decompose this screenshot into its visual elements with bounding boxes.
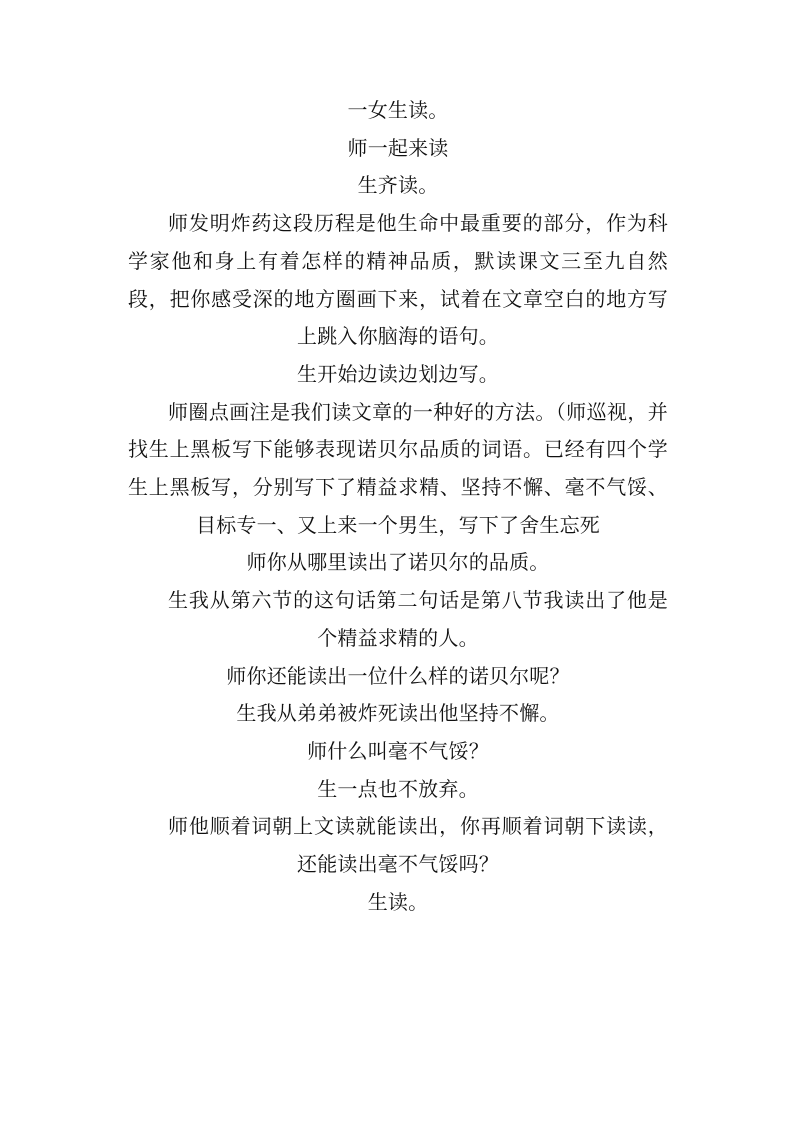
paragraph: 一女生读。 (347, 98, 449, 122)
paragraph: 生一点也不放弃。 (317, 776, 479, 801)
paragraph: 师他顺着词朝上文读就能读出，你再顺着词朝下读读，还能读出毫不气馁吗？ (168, 814, 668, 877)
paragraph: 师你还能读出一位什么样的诺贝尔呢？ (226, 663, 570, 688)
document-body (128, 92, 668, 921)
paragraph: 生开始边读边划边写。 (297, 361, 499, 386)
paragraph: 师发明炸药这段历程是他生命中最重要的部分，作为科学家他和身上有着怎样的精神品质，默读课文三至九自然段，把你感受深的地方圈画下来，试着在文章空白的地方写上跳入你脑海的语句。 (128, 211, 668, 349)
paragraph: 生读。 (367, 889, 429, 914)
paragraph: 师一起来读 (347, 135, 449, 160)
paragraph: 师什么叫毫不气馁？ (307, 738, 489, 763)
paragraph: 师你从哪里读出了诺贝尔的品质。 (246, 550, 550, 575)
paragraph: 生我从第六节的这句话第二句话是第八节我读出了他是个精益求精的人。 (168, 588, 668, 650)
paragraph: 师圈点画注是我们读文章的一种好的方法。（师巡视，并找生上黑板写下能够表现诺贝尔品质的词语。已经有四个学生上黑板写，分别写下了精益求精、坚持不懈、毫不气馁、目标专一、又上来一个男生，写下了舍生忘死 (128, 399, 668, 537)
paragraph: 生我从弟弟被炸死读出他坚持不懈。 (236, 701, 560, 726)
paragraph: 生齐读。 (357, 173, 439, 198)
